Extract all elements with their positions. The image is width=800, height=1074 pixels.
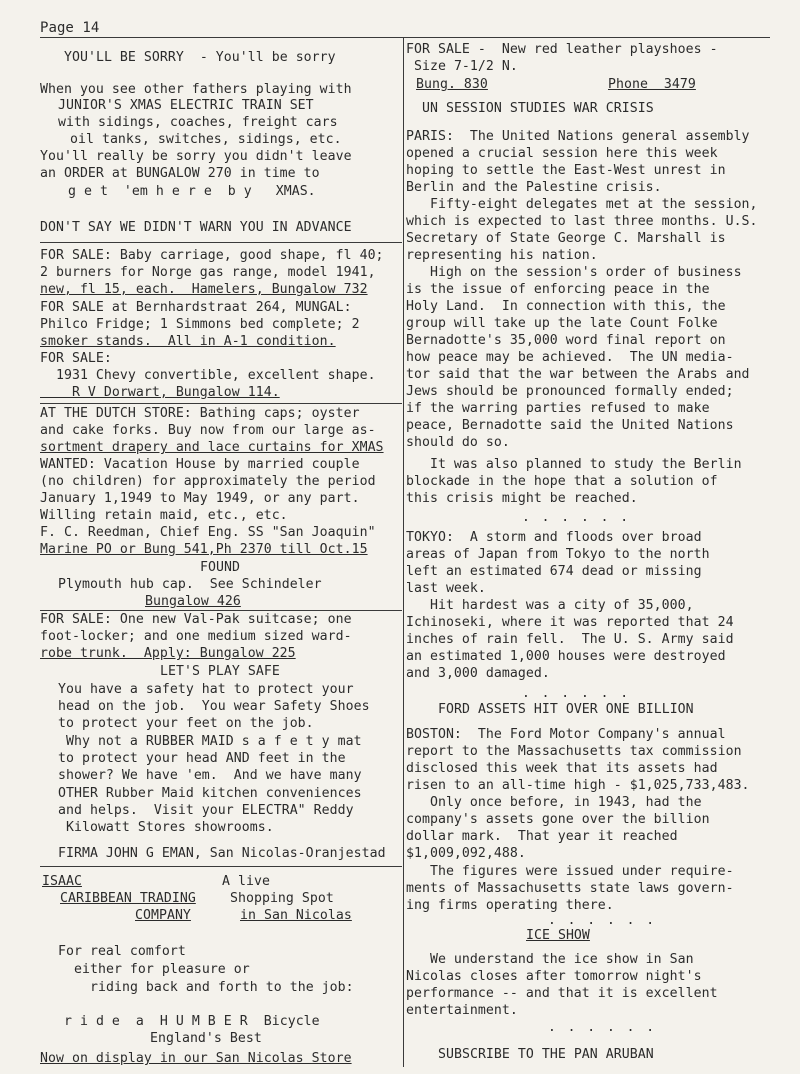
- article-line: if the warring parties refused to make: [406, 401, 710, 416]
- safe-line: OTHER Rubber Maid kitchen conveniences: [58, 786, 362, 801]
- article-line: Secretary of State George C. Marshall is: [406, 231, 726, 246]
- humber-line: riding back and forth to the job:: [90, 980, 354, 995]
- article-line: and 3,000 damaged.: [406, 666, 550, 681]
- article-line: this crisis might be reached.: [406, 491, 638, 506]
- article-line: disclosed this week that its assets had: [406, 761, 718, 776]
- article-line: Bernadotte's 35,000 word final report on: [406, 333, 726, 348]
- article-line: ing firms operating there.: [406, 898, 614, 913]
- ad-line: Willing retain maid, etc., etc.: [40, 508, 288, 523]
- article-line: $1,009,092,488.: [406, 846, 526, 861]
- safe-title: LET'S PLAY SAFE: [160, 664, 280, 679]
- article-line: ments of Massachusetts state laws govern-: [406, 881, 734, 896]
- ad-line: new, fl 15, each. Hamelers, Bungalow 732: [40, 282, 368, 297]
- page-label: Page 14: [40, 20, 100, 36]
- ad-line: WANTED: Vacation House by married couple: [40, 457, 360, 472]
- sorry-line: an ORDER at BUNGALOW 270 in time to: [40, 166, 320, 181]
- humber-line: either for pleasure or: [74, 962, 250, 977]
- safe-line: head on the job. You wear Safety Shoes: [58, 699, 370, 714]
- isaac-spot: in San Nicolas: [240, 908, 352, 923]
- isaac-name: COMPANY: [135, 908, 191, 923]
- ad-line: smoker stands. All in A-1 condition.: [40, 334, 336, 349]
- playshoes-phone: Phone 3479: [608, 77, 696, 92]
- header-rule: [40, 37, 770, 38]
- ad-line: R V Dorwart, Bungalow 114.: [40, 385, 280, 400]
- ad-line: FOR SALE: One new Val-Pak suitcase; one: [40, 612, 352, 627]
- article-line: which is expected to last three months. U.S.: [406, 214, 758, 229]
- safe-line: and helps. Visit your ELECTRA" Reddy: [58, 803, 354, 818]
- article-line: is the issue of enforcing peace in the: [406, 282, 710, 297]
- article-headline: UN SESSION STUDIES WAR CRISIS: [422, 101, 654, 116]
- article-line: Berlin and the Palestine crisis.: [406, 180, 662, 195]
- subscribe-note: SUBSCRIBE TO THE PAN ARUBAN: [438, 1047, 654, 1062]
- ad-line: AT THE DUTCH STORE: Bathing caps; oyster: [40, 406, 360, 421]
- sorry-warning: DON'T SAY WE DIDN'T WARN YOU IN ADVANCE: [40, 220, 352, 235]
- article-line: report to the Massachusetts tax commission: [406, 744, 742, 759]
- article-line: blockade in the hope that a solution of: [406, 474, 718, 489]
- article-line: TOKYO: A storm and floods over broad: [406, 530, 702, 545]
- sorry-line: JUNIOR'S XMAS ELECTRIC TRAIN SET: [58, 98, 314, 113]
- article-line: opened a crucial session here this week: [406, 146, 718, 161]
- sorry-line: When you see other fathers playing with: [40, 82, 352, 97]
- article-line: High on the session's order of business: [406, 265, 742, 280]
- article-line: PARIS: The United Nations general assembly: [406, 129, 750, 144]
- sorry-line: with sidings, coaches, freight cars: [58, 115, 338, 130]
- article-line: representing his nation.: [406, 248, 598, 263]
- ad-line: F. C. Reedman, Chief Eng. SS "San Joaquin": [40, 525, 376, 540]
- article-line: risen to an all-time high - $1,025,733,483.: [406, 778, 750, 793]
- article-line: should do so.: [406, 435, 510, 450]
- isaac-name: CARIBBEAN TRADING: [60, 891, 196, 906]
- article-line: Jews should be pronounced formally ended;: [406, 384, 734, 399]
- ad-line: 1931 Chevy convertible, excellent shape.: [40, 368, 376, 383]
- sorry-line: You'll really be sorry you didn't leave: [40, 149, 352, 164]
- divider: [40, 610, 402, 611]
- article-line: last week.: [406, 581, 486, 596]
- isaac-spot: A live: [222, 874, 270, 889]
- ad-line: Philco Fridge; 1 Simmons bed complete; 2: [40, 317, 360, 332]
- article-line: hoping to settle the East-West unrest in: [406, 163, 726, 178]
- safe-line: shower? We have 'em. And we have many: [58, 768, 362, 783]
- safe-line: to protect your head AND feet in the: [58, 751, 346, 766]
- ad-line: foot-locker; and one medium sized ward-: [40, 629, 352, 644]
- ad-line: (no children) for approximately the period: [40, 474, 376, 489]
- separator-dots: . . . . . .: [522, 686, 631, 701]
- article-line: performance -- and that it is excellent: [406, 986, 718, 1001]
- article-line: The figures were issued under require-: [406, 864, 734, 879]
- separator-dots: . . . . . .: [548, 1020, 657, 1035]
- isaac-spot: Shopping Spot: [230, 891, 334, 906]
- divider: [40, 242, 402, 243]
- article-line: an estimated 1,000 houses were destroyed: [406, 649, 726, 664]
- ad-line: Bungalow 426: [145, 594, 241, 609]
- article-line: group will take up the late Count Folke: [406, 316, 718, 331]
- safe-line: You have a safety hat to protect your: [58, 682, 354, 697]
- ad-line: 2 burners for Norge gas range, model 1941,: [40, 265, 376, 280]
- safe-line: to protect your feet on the job.: [58, 716, 314, 731]
- ad-line: FOR SALE: Baby carriage, good shape, fl 40;: [40, 248, 384, 263]
- divider: [40, 866, 402, 867]
- sorry-title: YOU'LL BE SORRY - You'll be sorry: [64, 50, 336, 65]
- safe-signature: FIRMA JOHN G EMAN, San Nicolas-Oranjestad: [58, 846, 386, 861]
- article-line: dollar mark. That year it reached: [406, 829, 678, 844]
- humber-display: Now on display in our San Nicolas Store: [40, 1051, 352, 1066]
- humber-ride: r i d e a H U M B E R Bicycle: [64, 1014, 320, 1029]
- sorry-line: oil tanks, switches, sidings, etc.: [70, 132, 342, 147]
- article-line: Fifty-eight delegates met at the session,: [406, 197, 758, 212]
- safe-line: Kilowatt Stores showrooms.: [58, 820, 274, 835]
- separator-dots: . . . . . .: [522, 510, 631, 525]
- column-divider: [403, 37, 404, 1067]
- article-line: It was also planned to study the Berlin: [406, 457, 742, 472]
- ad-line: Plymouth hub cap. See Schindeler: [58, 577, 322, 592]
- article-line: Hit hardest was a city of 35,000,: [406, 598, 694, 613]
- sorry-line: g e t 'em h e r e b y XMAS.: [68, 184, 316, 199]
- humber-england: England's Best: [150, 1031, 262, 1046]
- article-line: Only once before, in 1943, had the: [406, 795, 702, 810]
- article-line: BOSTON: The Ford Motor Company's annual: [406, 727, 726, 742]
- article-headline: FORD ASSETS HIT OVER ONE BILLION: [438, 702, 694, 717]
- divider: [40, 403, 402, 404]
- article-line: how peace may be achieved. The UN media-: [406, 350, 734, 365]
- ad-line: Marine PO or Bung 541,Ph 2370 till Oct.15: [40, 542, 368, 557]
- ad-line: sortment drapery and lace curtains for XMAS: [40, 440, 384, 455]
- humber-line: For real comfort: [58, 944, 186, 959]
- ad-line: FOR SALE at Bernhardstraat 264, MUNGAL:: [40, 300, 352, 315]
- article-line: left an estimated 674 dead or missing: [406, 564, 702, 579]
- article-line: peace, Bernadotte said the United Nations: [406, 418, 734, 433]
- playshoes-line: Size 7-1/2 N.: [414, 59, 518, 74]
- playshoes-line: FOR SALE - New red leather playshoes -: [406, 42, 718, 57]
- article-line: We understand the ice show in San: [406, 952, 694, 967]
- found-title: FOUND: [200, 560, 240, 575]
- separator-dots: . . . . . .: [548, 913, 657, 928]
- article-line: Ichinoseki, where it was reported that 24: [406, 615, 734, 630]
- playshoes-bungalow: Bung. 830: [416, 77, 488, 92]
- article-line: company's assets gone over the billion: [406, 812, 710, 827]
- ad-line: robe trunk. Apply: Bungalow 225: [40, 646, 296, 661]
- article-line: entertainment.: [406, 1003, 518, 1018]
- safe-line: Why not a RUBBER MAID s a f e t y mat: [58, 734, 362, 749]
- isaac-name: ISAAC: [42, 874, 82, 889]
- article-line: inches of rain fell. The U. S. Army said: [406, 632, 734, 647]
- article-headline: ICE SHOW: [526, 928, 590, 943]
- article-line: tor said that the war between the Arabs and: [406, 367, 750, 382]
- ad-line: January 1,1949 to May 1949, or any part.: [40, 491, 360, 506]
- article-line: Nicolas closes after tomorrow night's: [406, 969, 702, 984]
- ad-line: FOR SALE:: [40, 351, 112, 366]
- article-line: areas of Japan from Tokyo to the north: [406, 547, 710, 562]
- article-line: Holy Land. In connection with this, the: [406, 299, 726, 314]
- ad-line: and cake forks. Buy now from our large as-: [40, 423, 376, 438]
